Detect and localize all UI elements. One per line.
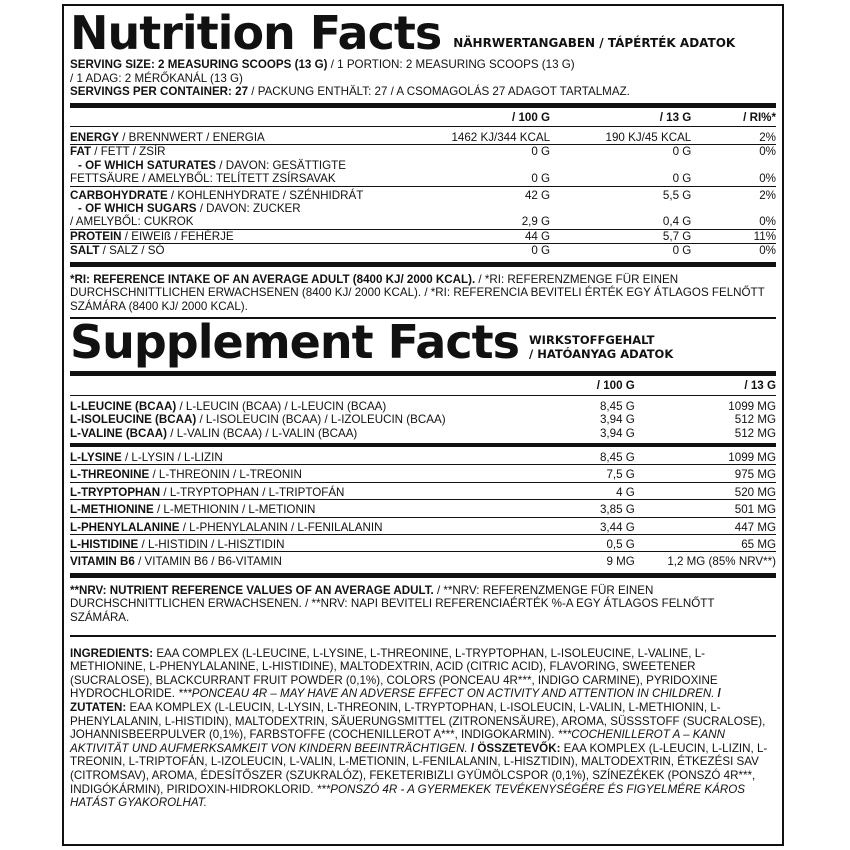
- ri-footnote-rest: / *RI: REFERENZMENGE FÜR EINEN DURCHSCHNITTLICHEN ERWACHSENEN (8400 KJ/ 2000 KCAL). / *RI: REFERENCIA BEVITELI ÉRTÉK EGY ÁTLAGOS FELNŐTT SZÁMÁRA (8400 KJ/ 2000 KCAL).: [70, 272, 765, 313]
- value-100g: 9 MG: [606, 555, 635, 569]
- nrv-footnote: [70, 578, 776, 629]
- nutrition-title: Nutrition Facts: [70, 6, 442, 60]
- table-row: [70, 517, 776, 534]
- nrv-footnote-bold: **NRV: NUTRIENT REFERENCE VALUES OF AN AVERAGE ADULT.: [70, 583, 434, 597]
- table-row: [70, 427, 776, 445]
- value-100g: 2,9 G: [437, 215, 550, 229]
- ingredients-text-en: EAA COMPLEX (L-LEUCINE, L-LYSINE, L-THREONINE, L-TRYPTOPHAN, L-ISOLEUCINE, L-VALINE, L-METHIONINE, L-PHENYLALANINE, L-HISTIDINE), MALTODEXTRIN, ACID (CITRIC ACID), FLAVORING, SWEETENER (SUCRALOSE), BLACKCURRANT FRUIT POWDER (0,1%), COLORS (PONCEAU 4R***, INDIGO CARMINE), PYRIDOXINE HYDROCHLORIDE.: [70, 646, 718, 701]
- ingredients-text-de: EAA KOMPLEX (L-LEUCIN, L-LYSIN, L-THREONIN, L-TRYPTOPHAN, L-ISOLEUCIN, L-VALIN, L-METHIONIN, L-PHENYLALANIN, L-HISTIDIN), MALTODEXTRIN, SÄUERUNGSMITTEL (ZITRONENSÄURE), AROMA, SÜSSSTOFF (SUCRALOSE), JOHANNISBEERPULVER (0,1%), FARBSTOFFE (COCHENILLEROT A***, INDIGOKARMIN).: [70, 700, 766, 742]
- serving-size-line2: / 1 ADAG: 2 MÉRŐKANÁL (13 G): [70, 71, 243, 85]
- supplement-subtitle-line2: / HATÓANYAG ADATOK: [529, 347, 674, 362]
- nutrient-translation: / KOHLENHYDRATE / SZÉNHIDRÁT: [167, 188, 364, 202]
- supplement-header: [70, 315, 776, 370]
- ri-footnote: [70, 267, 776, 318]
- supplement-subtitle-line1: WIRKSTOFFGEHALT: [529, 333, 655, 348]
- value-13g: 520 MG: [635, 482, 776, 499]
- value-13g: 1099 MG: [635, 445, 776, 465]
- table-row: [70, 202, 776, 215]
- ingredient-name: L-ISOLEUCINE (BCAA): [70, 413, 197, 427]
- table-row: [70, 145, 776, 159]
- ingredient-translation: / L-PHENYLALANIN / L-FENILALANIN: [179, 520, 383, 534]
- value-ri: 11%: [691, 229, 776, 243]
- value-13g: 447 MG: [635, 517, 776, 534]
- col-header-13g: / 13 G: [550, 108, 691, 127]
- value-ri: 2%: [759, 188, 776, 202]
- ingredient-translation: / L-VALIN (BCAA) / L-VALIN (BCAA): [167, 426, 358, 440]
- value-13g: 1099 MG: [728, 399, 776, 413]
- serving-size-label: SERVING SIZE: 2 MEASURING SCOOPS (13 G): [70, 58, 328, 71]
- nutrient-translation: / DAVON: ZUCKER: [196, 201, 301, 215]
- table-row: [70, 172, 776, 186]
- ingredient-translation: / L-ISOLEUCIN (BCAA) / L-IZOLEUCIN (BCAA): [196, 413, 446, 427]
- supplement-table-header: [70, 376, 776, 395]
- table-row: [70, 244, 776, 258]
- table-row: [70, 229, 776, 243]
- nutrient-name: ENERGY: [70, 130, 119, 144]
- value-100g: 3,94 G: [599, 426, 635, 440]
- value-100g: 3,44 G: [550, 517, 635, 534]
- value-13g: 5,7 G: [550, 229, 691, 243]
- value-100g: 8,45 G: [599, 399, 635, 413]
- value-100g: 0 G: [531, 244, 551, 258]
- value-100g: 44 G: [437, 229, 550, 243]
- nutrition-table: [70, 108, 776, 258]
- value-13g: 501 MG: [635, 500, 776, 517]
- table-row: [70, 465, 776, 482]
- table-row: [70, 535, 776, 552]
- ingredient-translation: / L-LEUCIN (BCAA) / L-LEUCIN (BCAA): [176, 399, 387, 413]
- value-13g: 190 KJ/45 KCAL: [550, 126, 691, 144]
- ingredient-translation: / L-HISTIDIN / L-HISZTIDIN: [138, 538, 285, 551]
- value-100g: 3,94 G: [599, 413, 635, 427]
- serving-size-rest: / 1 PORTION: 2 MEASURING SCOOPS (13 G): [327, 58, 575, 71]
- value-ri: 0%: [691, 172, 776, 186]
- value-ri: 0%: [691, 215, 776, 229]
- nutrient-translation: / FETT / ZSÍR: [91, 145, 166, 159]
- value-100g: 7,5 G: [550, 465, 635, 482]
- col-header-13g: / 13 G: [635, 376, 776, 395]
- supplement-table: [70, 376, 776, 568]
- serving-size: [70, 58, 776, 72]
- nutrient-name: SALT: [70, 244, 100, 258]
- table-row: [70, 395, 776, 413]
- value-100g: 1462 KJ/344 KCAL: [437, 126, 550, 144]
- ingredient-name: L-LYSINE: [70, 450, 122, 464]
- col-header-100g: / 100 G: [437, 108, 550, 127]
- nutrition-subtitle: NÄHRWERTANGABEN / TÁPÉRTÉK ADATOK: [453, 36, 736, 50]
- ingredient-name: L-TRYPTOPHAN: [70, 485, 161, 499]
- ingredient-name: L-HISTIDINE: [70, 538, 139, 551]
- nutrient-translation: / BRENNWERT / ENERGIA: [118, 130, 265, 144]
- ingredients-warning-de: ***COCHENILLEROT A – KANN AKTIVITÄT UND AUFMERKSAMKEIT VON KINDERN BEEINTRÄCHTIGEN.: [70, 728, 725, 755]
- value-13g: 0 G: [672, 145, 692, 159]
- ingredients-label-hu: / ÖSSZETEVŐK:: [467, 741, 561, 755]
- ri-footnote-bold: *RI: REFERENCE INTAKE OF AN AVERAGE ADULT (8400 KJ/ 2000 KCAL).: [70, 272, 476, 286]
- nutrient-translation-line2: FETTSÄURE / AMELYBŐL: TELÍTETT ZSÍRSAVAK: [70, 172, 336, 186]
- ingredient-translation: / L-LYSIN / L-LIZIN: [121, 450, 223, 464]
- ingredient-name: L-PHENYLALANINE: [70, 520, 180, 534]
- table-row: [70, 126, 776, 144]
- nutrient-name: - OF WHICH SUGARS: [78, 201, 197, 215]
- value-13g: 512 MG: [734, 413, 776, 427]
- table-row: [70, 552, 776, 569]
- ingredient-name: L-THREONINE: [70, 468, 150, 482]
- ingredient-name: L-LEUCINE (BCAA): [70, 399, 177, 413]
- col-header-ri: / RI%*: [691, 108, 776, 127]
- table-row: [70, 186, 776, 202]
- value-ri: 2%: [691, 126, 776, 144]
- servings-label: SERVINGS PER CONTAINER: 27: [70, 85, 249, 98]
- nutrition-table-header: [70, 108, 776, 127]
- ingredient-name: L-METHIONINE: [70, 503, 154, 517]
- value-ri: 0%: [759, 244, 776, 258]
- value-100g: 3,85 G: [550, 500, 635, 517]
- ingredients-warning-en: ***PONCEAU 4R – MAY HAVE AN ADVERSE EFFECT ON ACTIVITY AND ATTENTION IN CHILDREN.: [178, 687, 715, 701]
- ingredient-translation: / L-THREONIN / L-TREONIN: [149, 468, 302, 482]
- value-13g: 65 MG: [635, 535, 776, 552]
- value-13g: 0,4 G: [550, 215, 691, 229]
- nutrient-name: PROTEIN: [70, 229, 122, 243]
- value-13g: 1,2 MG (85% NRV**): [667, 555, 776, 569]
- value-13g: 0 G: [672, 244, 692, 258]
- table-row: [70, 159, 776, 172]
- value-100g: 0 G: [531, 145, 551, 159]
- value-13g: 512 MG: [734, 426, 776, 440]
- nutrient-name: FAT: [70, 145, 92, 159]
- value-13g: 975 MG: [635, 465, 776, 482]
- value-100g: 8,45 G: [550, 445, 635, 465]
- nutrient-name: - OF WHICH SATURATES: [78, 158, 217, 172]
- ingredient-translation: / L-TRYPTOPHAN / L-TRIPTOFÁN: [160, 485, 345, 499]
- ingredient-translation: / L-METHIONIN / L-METIONIN: [153, 503, 316, 517]
- servings-rest: / PACKUNG ENTHÄLT: 27 / A CSOMAGOLÁS 27 ADAGOT TARTALMAZ.: [248, 85, 630, 98]
- servings-per-container: [70, 85, 776, 99]
- ingredients-label-de: / ZUTATEN:: [70, 687, 721, 714]
- value-13g: 5,5 G: [662, 188, 692, 202]
- col-header-100g: / 100 G: [550, 376, 635, 395]
- value-100g: 42 G: [524, 188, 551, 202]
- ingredients-label-en: INGREDIENTS:: [70, 646, 154, 660]
- ingredient-translation: / VITAMIN B6 / B6-VITAMIN: [134, 555, 282, 569]
- table-row: [70, 500, 776, 517]
- ingredient-name: L-VALINE (BCAA): [70, 426, 168, 440]
- value-100g: 4 G: [550, 482, 635, 499]
- nutrient-translation: / SALZ / SÓ: [99, 244, 165, 258]
- value-13g: 0 G: [550, 172, 691, 186]
- value-100g: 0 G: [437, 172, 550, 186]
- nutrient-translation: / EIWEIß / FEHÉRJE: [121, 229, 234, 243]
- nutrition-label: [62, 4, 784, 846]
- table-row: [70, 482, 776, 499]
- table-row: [70, 215, 776, 229]
- value-ri: 0%: [759, 145, 776, 159]
- ingredients-text-hu: EAA KOMPLEX (L-LEUCIN, L-LIZIN, L-TREONIN, L-TRIPTOFÁN, L-IZOLEUCIN, L-VALIN, L-METIONIN, L-FENILALANIN, L-HISZTIDIN), MALTODEXTRIN, ÉTKEZÉSI SAV (CITROMSAV), AROMA, ÉDESÍTŐSZER (SZUKRALÓZ), FEKETERIBIZLI GYÜMÖLCSPOR (0,1%), SZÍNEZÉKEK (PONSZÓ 4R***, INDIGÓKÁRMIN), PIRIDOXIN-HIDROKLORID.: [70, 741, 768, 796]
- nutrient-name: CARBOHYDRATE: [70, 188, 168, 202]
- supplement-subtitle: [529, 333, 673, 361]
- value-100g: 0,5 G: [550, 535, 635, 552]
- ingredient-name: VITAMIN B6: [70, 555, 135, 569]
- nutrient-translation: / DAVON: GESÄTTIGTE: [216, 158, 346, 172]
- nutrition-header: [70, 6, 776, 60]
- table-row: [70, 413, 776, 426]
- table-row: [70, 445, 776, 465]
- nutrient-translation-line2: / AMELYBŐL: CUKROK: [70, 215, 194, 229]
- ingredients-warning-hu: ***PONSZÓ 4R - A GYERMEKEK TEVÉKENYSÉGÉRE ÉS FIGYELMÉRE KÁROS HATÁST GYAKOROLHAT.: [70, 782, 745, 810]
- ingredients-block: [70, 637, 776, 810]
- nrv-footnote-rest: / **NRV: REFERENZMENGE FÜR EINEN DURCHSCHNITTLICHEN ERWACHSENEN. / **NRV: NAPI BEVITELI REFERENCIAÉRTÉK %-A EGY ÁTLAGOS FELNŐTT SZÁMÁRA.: [70, 583, 715, 624]
- supplement-title: Supplement Facts: [70, 315, 519, 370]
